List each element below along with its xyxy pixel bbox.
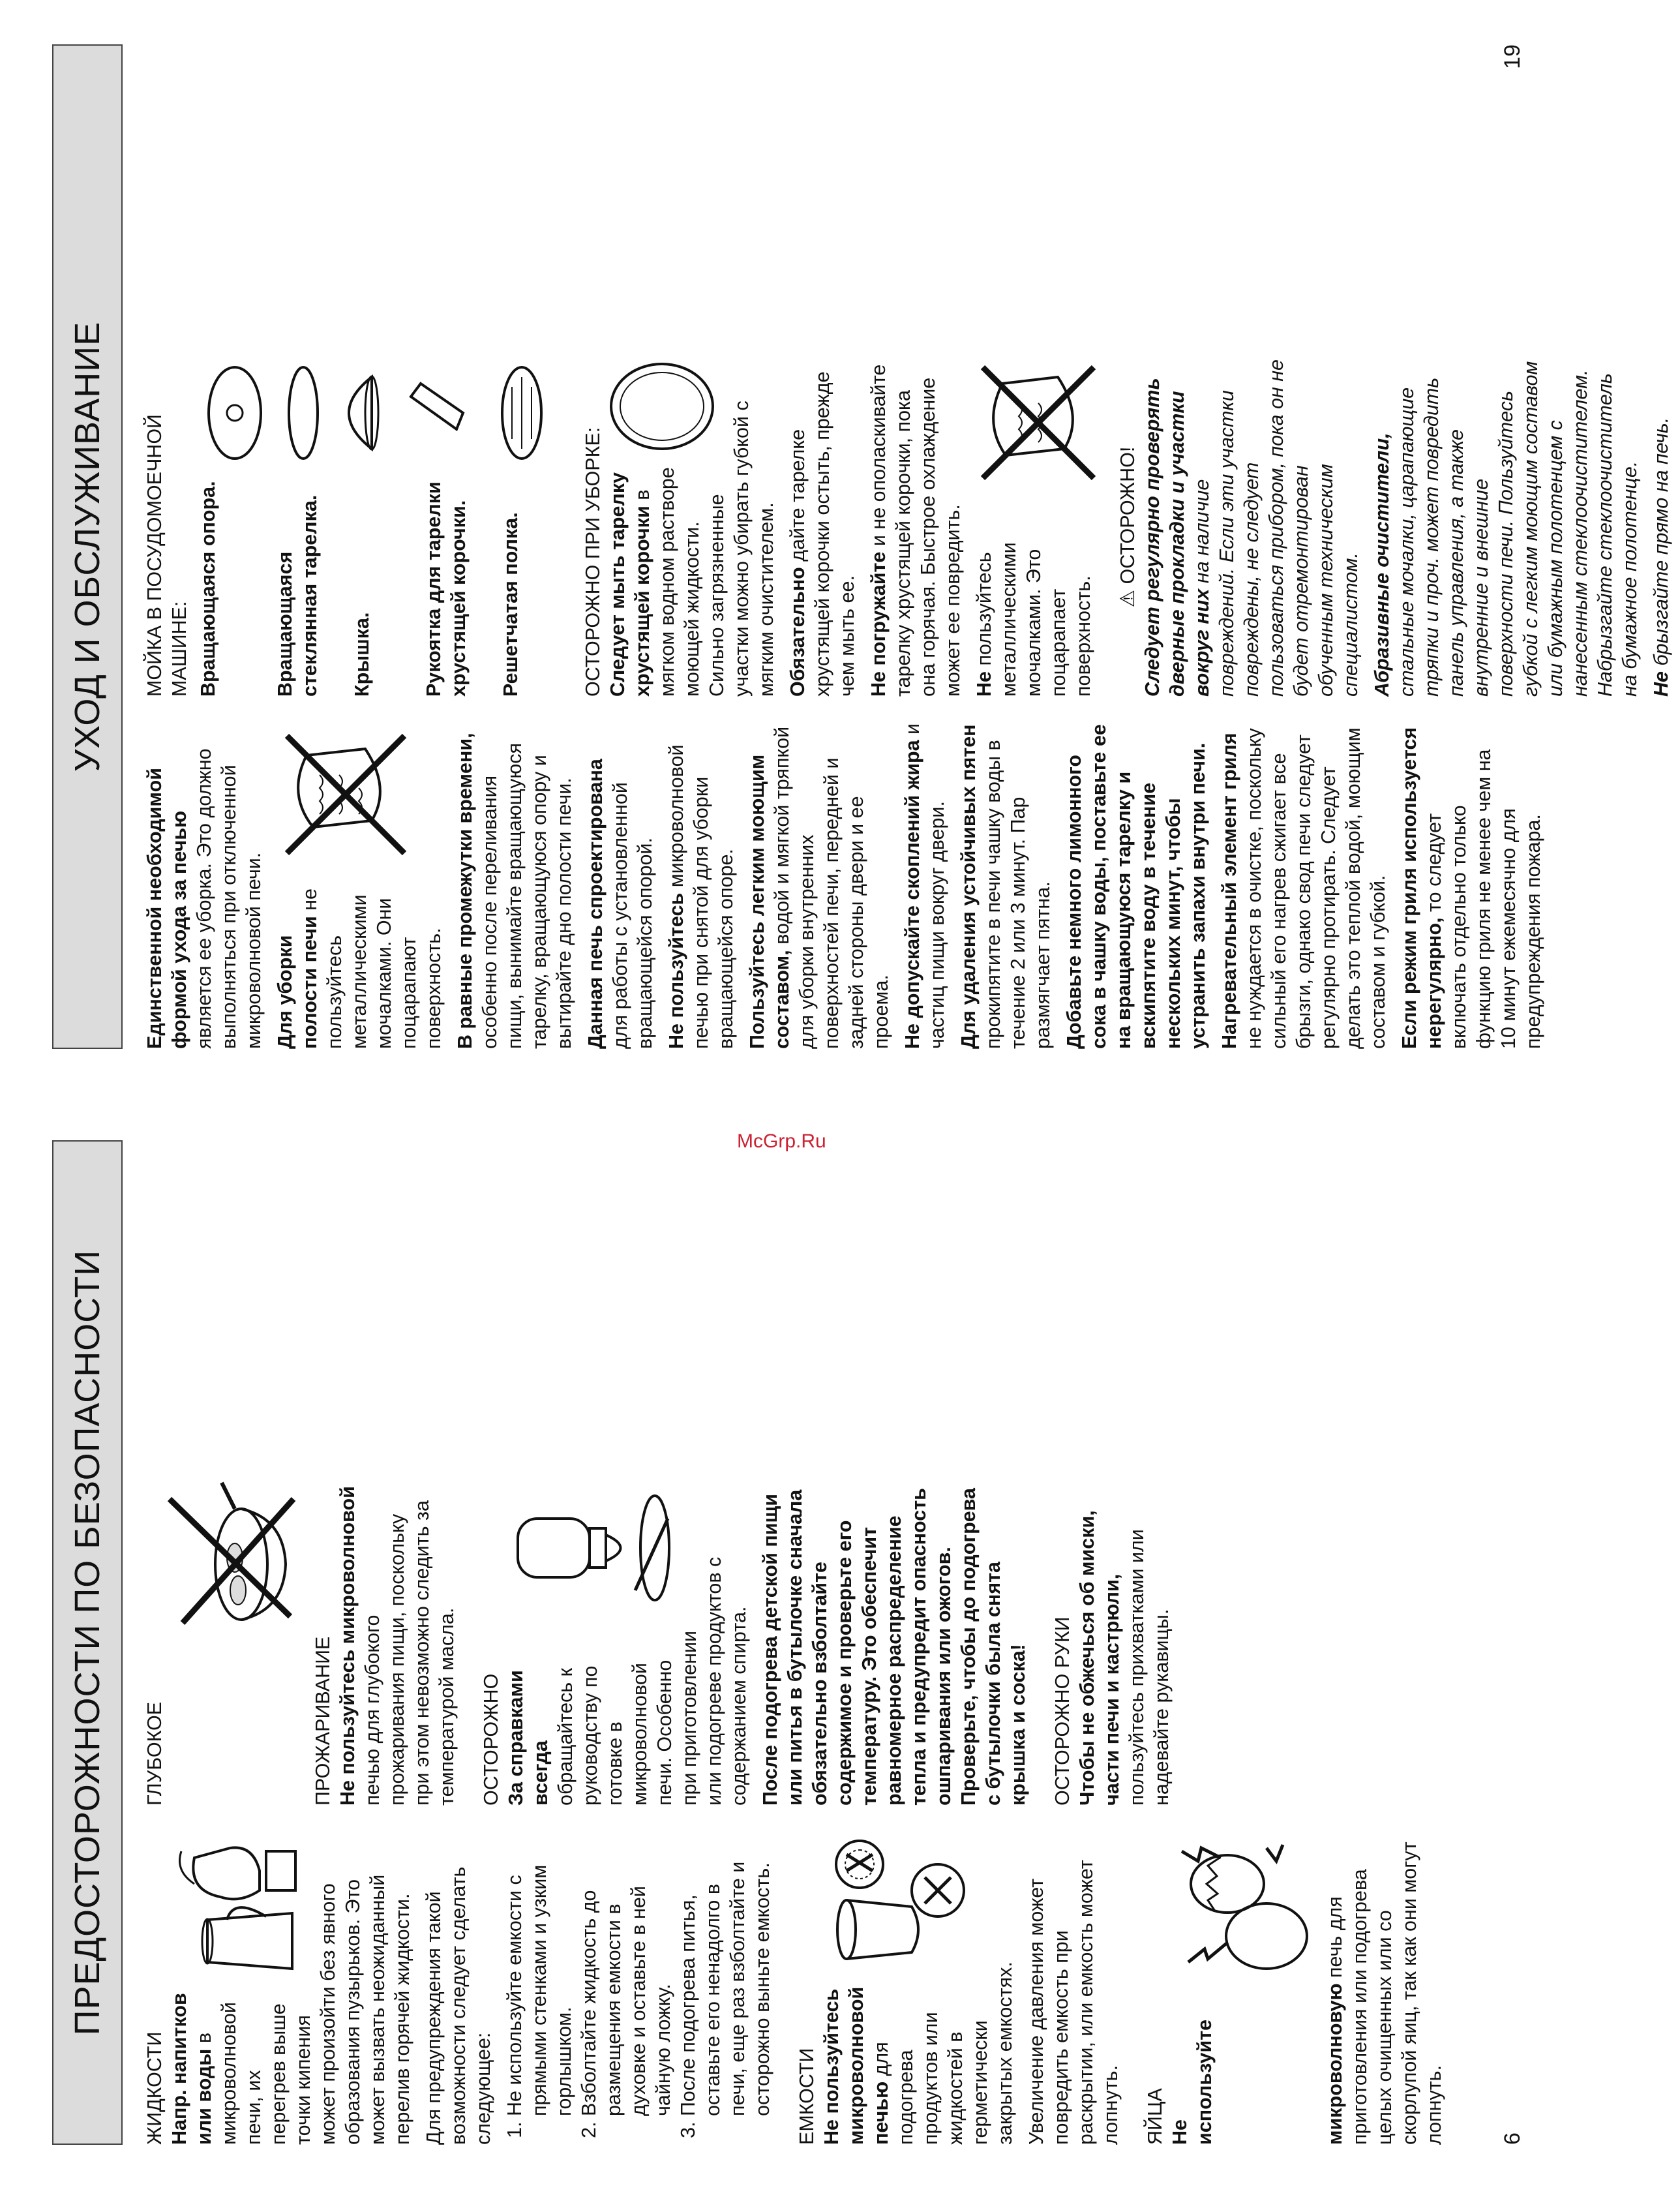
eggs-section: [1143, 1832, 1447, 2145]
step-1: 1. Не используйте емкости с прямыми стенками и узким горлышком.: [502, 1832, 577, 2116]
watermark: McGrp.Ru: [737, 1130, 826, 1152]
step-3: 3. После подогрева питья, оставьте его ненадолго в печи, еще раз взболтайте и осторожно выньте емкость.: [676, 1832, 775, 2116]
step-2: 2. Взболтайте жидкость до размещения емкости в духовке и оставьте в ней чайную ложку.: [577, 1832, 676, 2116]
bursting-eggs-icon: [1169, 1832, 1319, 1982]
deep-frying-section: [142, 1479, 459, 1806]
detergent-lead: Пользуйтесь легким моющим составом,: [746, 754, 793, 1049]
grease-text: и частиц пищи вокруг двери.: [901, 723, 948, 1049]
dishwasher-item: Рукоятка для тарелки хрустящей корочки.: [423, 481, 470, 697]
spray-text: брызгайте прямо на печь.: [1650, 417, 1672, 671]
metal-text: пользуйтесь металлическими мочалками. Это поцарапает поверхность.: [973, 542, 1094, 697]
cleaning-heading: ОСТОРОЖНО ПРИ УБОРКЕ:: [582, 427, 604, 697]
lead-text: печью для глубокого прожаривания пищи, поскольку при этом невозможно следить за температурой масла.: [361, 1500, 458, 1806]
dishwasher-items: [196, 357, 561, 697]
stains-lead: Для удаления устойчивых пятен: [957, 724, 980, 1049]
warning-triangle-icon: ⚠: [1117, 590, 1139, 608]
dishwasher-item: Решетчатая полка.: [500, 512, 522, 697]
jug-glass-icon: [168, 1832, 299, 1982]
lead-bold: За справками всегда: [505, 1670, 552, 1806]
dont-use-text: микроволновой печью при снятой для уборки вращающейся опоре.: [665, 744, 737, 1049]
lead-bold: Не пользуйтесь микроволновой: [337, 1486, 359, 1806]
crisp-plate-text: в мягком водном растворе моющей жидкости. Сильно загрязненные участки можно убирать губкой с мягким очистителем.: [631, 401, 777, 697]
cavity-lead: Для уборки полости печи: [274, 916, 321, 1049]
metal-lead: Не: [973, 671, 995, 697]
crisp-plate-icon: [607, 357, 717, 455]
dishwasher-item: Крышка.: [351, 612, 373, 697]
no-metal-scourer-icon: [274, 723, 417, 866]
dishwasher-heading: МОЙКА В ПОСУДОМОЕЧНОЙ МАШИНЕ:: [143, 414, 190, 697]
intro-text: Для предупреждения такой возможности следует сделать следующее:: [423, 1866, 494, 2145]
lead-text: печь для приготовления или подогрева целых очищенных или со скорлупой яиц, так как они могут лопнуть.: [1324, 1841, 1445, 2145]
section-heading: ЕМКОСТИ: [796, 2048, 818, 2145]
sealed-containers-icon: [820, 1832, 970, 1969]
dishwasher-item: Вращающаяся опора.: [197, 481, 219, 697]
dishwasher-parts-icons: [196, 357, 561, 468]
section-heading: ЯЙЦА: [1144, 2088, 1166, 2145]
section-banner: УХОД И ОБСЛУЖИВАНИЕ: [52, 44, 123, 1049]
section-heading: ЖИДКОСТИ: [143, 2031, 166, 2145]
page-number: 19: [1500, 44, 1525, 69]
column-1: [142, 1832, 1453, 2145]
containers-section: [794, 1832, 1123, 2145]
cavity-text: не пользуйтесь металлическими мочалками. Они поцарапают поверхность.: [299, 888, 445, 1049]
care-text: является ее уборка. Это должно выполняться при отключенной микроволновой печи.: [193, 748, 265, 1049]
cool-lead: Обязательно: [787, 567, 809, 697]
grill-mode-lead: Если режим гриля используется нерегулярно,: [1398, 727, 1445, 1049]
stains-text: прокипятите в печи чашку воды в течение 2 или 3 минут. Пар размягчает пятна.: [982, 740, 1054, 1049]
page-number: 6: [1500, 2132, 1525, 2145]
page-19: [52, 44, 1672, 1049]
spray-lead: Не: [1650, 671, 1672, 697]
dishwasher-item: Вращающаяся стеклянная тарелка.: [274, 494, 321, 697]
lead-text: в микроволновой печи, их перегрев выше точки кипения может произойти без явного образования пузырьков. Это может вызвать неожиданный перелив горячей жидкости.: [193, 1874, 413, 2145]
section-heading: ОСТОРОЖНО: [480, 1673, 502, 1806]
cool-text: дайте тарелке хрустящей корочки остыть, прежде чем мыть ее.: [787, 371, 858, 697]
warning-heading: ОСТОРОЖНО!: [1117, 446, 1139, 584]
column-2: [142, 1479, 1180, 1806]
column-1: [142, 723, 1552, 1049]
bottle-warning: После подогрева детской пищи или питья в бутылочке сначала обязательно взболтайте содержимое и проверьте его температуру. Это обеспечит равномерное распределение тепла и предупредит опасность ошпаривания или ожогов. Проверьте, чтобы до подогрева с бутылочки была снята крышка и соска!: [759, 1488, 1029, 1806]
page-6: [52, 1140, 1525, 2145]
design-text: для работы с установленной вращающейся опорой.: [609, 782, 656, 1049]
intervals-lead: В равные промежутки времени,: [454, 733, 476, 1049]
baby-bottle-icon: [505, 1479, 674, 1616]
grill-mode-text: то следует включать отдельно только функцию гриля не менее чем на 10 минут ежемесячно для предупреждения пожара.: [1423, 749, 1544, 1049]
lead-text: обращайтесь к руководству по готовке в микроволновой печи. Особенно при приготовлении или подогреве продуктов с содержанием спирта.: [554, 1556, 750, 1806]
section-heading: ОСТОРОЖНО РУКИ: [1051, 1616, 1073, 1806]
no-deep-frying-icon: [143, 1479, 307, 1643]
column-2: [142, 357, 1680, 697]
care-lead: Единственной необходимой формой ухода за печью: [143, 768, 190, 1049]
grease-lead: Не допускайте скоплений жира: [901, 740, 923, 1049]
cleaning-caution: [580, 357, 1096, 697]
intervals-text: особенно после переливания пищи, вынимайте вращающуюся тарелку, вращающуюся опору и вытирайте дно полости печи.: [479, 742, 575, 1049]
section-heading: ГЛУБОКОЕ ПРОЖАРИВАНИЕ: [143, 1636, 334, 1806]
hands-section: [1050, 1479, 1174, 1806]
warning-section: [1115, 357, 1673, 697]
grill-element-text: не нуждается в очистке, поскольку сильный его нагрев сжигает все брызги, однако свод печи следует регулярно протирать. Следует делать это теплой водой, моющим составом и губкой.: [1243, 727, 1389, 1049]
lead-bold: Не пользуйтесь микроволновой печью: [820, 1986, 892, 2145]
lead-text: пользуйтесь прихватками или надевайте рукавицы.: [1126, 1529, 1173, 1806]
crisp-plate-lead: Следует мыть тарелку хрустящей корочки: [607, 472, 653, 697]
lead-bold: Напр. напитков или воды: [168, 1993, 215, 2145]
steps-list: [502, 1832, 775, 2145]
design-lead: Данная печь спроектирована: [584, 759, 607, 1049]
seals-text: на наличие повреждений. Если эти участки повреждены, не следует пользоваться прибором, пока он не будет отремонтирован обученным техническим специалистом.: [1191, 359, 1362, 697]
detergent-text: водой и мягкой тряпкой для уборки внутренних поверхностей печи, передней и задней стороны двери и ее проема.: [771, 726, 892, 1049]
lemon-tip: Добавьте немного лимонного сока в чашку воды, поставьте ее на вращающуюся тарелку и вскипятите воду в течение нескольких минут, чтобы устранить запахи внутри печи.: [1063, 724, 1209, 1049]
lead-text: для подогрева продуктов или жидкостей в герметически закрытых емкостях.: [870, 1962, 1016, 2145]
section-banner: ПРЕДОСТОРОЖНОСТИ ПО БЕЗОПАСНОСТИ: [52, 1140, 123, 2145]
seals-lead: Следует регулярно проверять дверные прокладки и участки вокруг них: [1141, 378, 1213, 697]
lead-bold: Не используйте микроволновую: [1169, 1983, 1346, 2145]
immerse-text: и не ополаскивайте тарелку хрустящей корочки, пока она горячая. Быстрое охлаждение может ее повредить.: [867, 364, 964, 697]
abrasive-text: стальные мочалки, царапающие тряпки и проч. может повредить панель управления, а также внутренние и внешние поверхности печи. Пользуйтесь губкой с легким моющим составом или бумажным полотенцем с нанесенным стеклоочистителем. Набрызгайте стеклоочиститель на бумажное полотенце.: [1396, 361, 1641, 697]
warning-title: [1115, 357, 1140, 697]
grill-element-lead: Нагревательный элемент гриля: [1218, 733, 1240, 1049]
liquids-section: [142, 1832, 775, 2145]
caution-section: [479, 1479, 1030, 1806]
dont-use-lead: Не пользуйтесь: [665, 892, 687, 1049]
immerse-lead: Не погружайте: [867, 551, 890, 697]
lead-bold: Чтобы не обжечься об миски, части печи и кастрюли,: [1076, 1510, 1123, 1806]
abrasive-lead: Абразивные очистители,: [1371, 432, 1393, 697]
body-text: Увеличение давления может повредить емкость при раскрытии, или емкость может лопнуть.: [1025, 1860, 1122, 2145]
no-scourer-icon: [973, 357, 1103, 488]
